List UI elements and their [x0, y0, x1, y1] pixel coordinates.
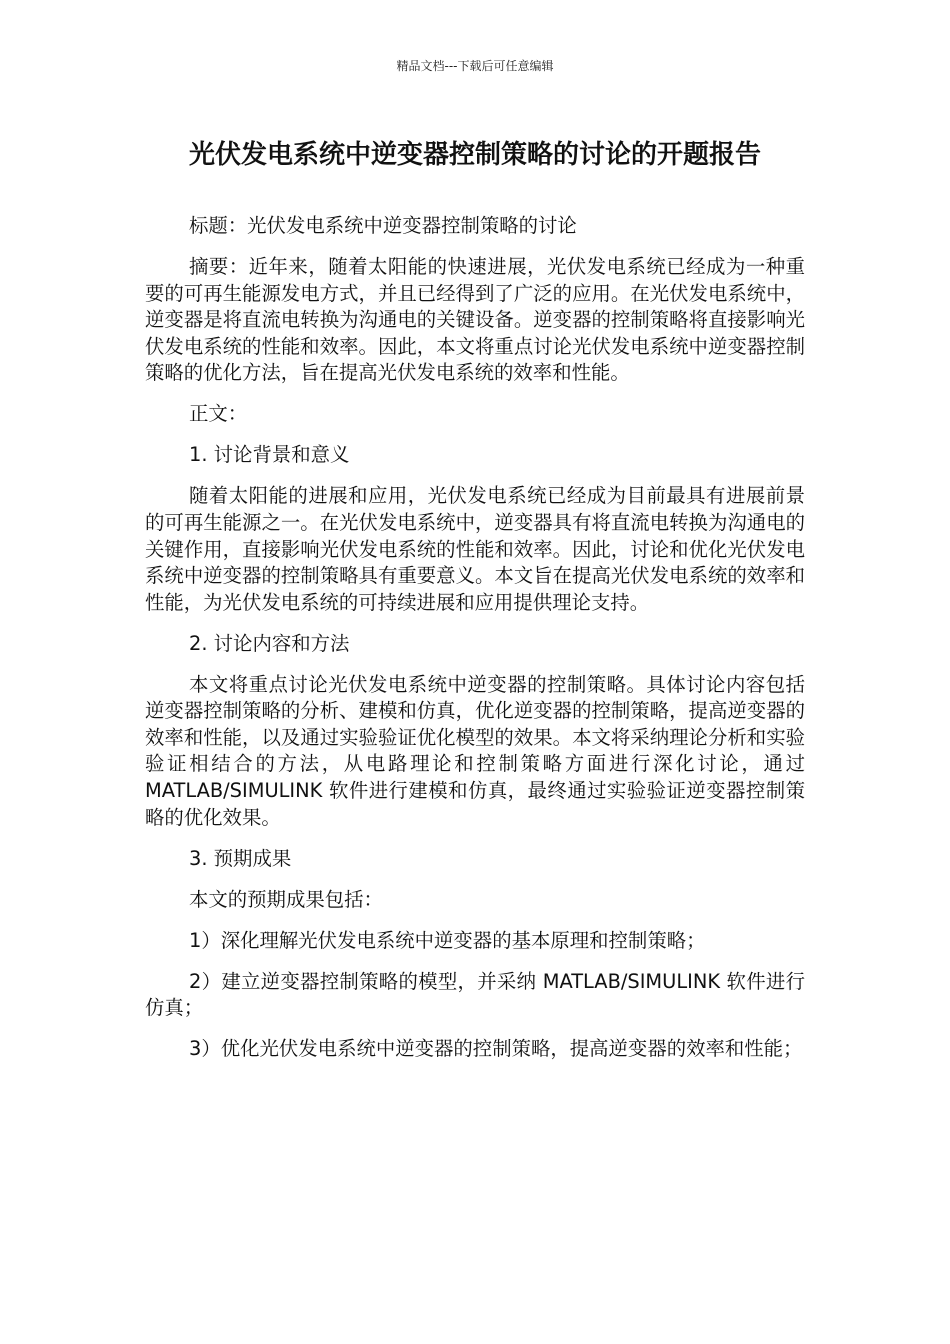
- section-heading-content: 2. 讨论内容和方法: [189, 631, 350, 655]
- list-item-outcome-1: 1）深化理解光伏发电系统中逆变器的基本原理和控制策略；: [189, 928, 706, 952]
- paragraph-content: 本文将重点讨论光伏发电系统中逆变器的控制策略。具体讨论内容包括逆变器控制策略的分析、建模和仿真，优化逆变器的控制策略，提高逆变器的效率和性能，以及通过实验验证优化模型的效果。本文将采纳理论分析和实验验证相结合的方法，从电路理论和控制策略方面进行深化讨论，通过 MATLAB/SIMULINK 软件进行建模和仿真，最终通过实验验证逆变器控制策略的优化效果。: [145, 672, 805, 829]
- page-header: 精品文档---下载后可任意编辑: [396, 59, 554, 73]
- paragraph-outcomes-intro: 本文的预期成果包括：: [189, 887, 383, 911]
- paragraph-subject: 标题：光伏发电系统中逆变器控制策略的讨论: [189, 214, 577, 237]
- paragraph-background: 随着太阳能的进展和应用，光伏发电系统已经成为目前最具有进展前景的可再生能源之一。在光伏发电系统中，逆变器具有将直流电转换为沟通电的关键作用，直接影响光伏发电系统的性能和效率。因此，讨论和优化光伏发电系统中逆变器的控制策略具有重要意义。本文旨在提高光伏发电系统的效率和性能，为光伏发电系统的可持续进展和应用提供理论支持。: [145, 484, 805, 614]
- list-item-outcome-3: 3）优化光伏发电系统中逆变器的控制策略，提高逆变器的效率和性能；: [189, 1037, 803, 1061]
- list-item-outcome-2: 2）建立逆变器控制策略的模型，并采纳 MATLAB/SIMULINK 软件进行仿真；: [145, 969, 805, 1020]
- section-heading-background: 1. 讨论背景和意义: [189, 443, 350, 467]
- paragraph-abstract: 摘要：近年来，随着太阳能的快速进展，光伏发电系统已经成为一种重要的可再生能源发电方式，并且已经得到了广泛的应用。在光伏发电系统中，逆变器是将直流电转换为沟通电的关键设备。逆变器的控制策略将直接影响光伏发电系统的性能和效率。因此，本文将重点讨论光伏发电系统中逆变器控制策略的优化方法，旨在提高光伏发电系统的效率和性能。: [145, 254, 805, 385]
- paragraph-body-label: 正文：: [189, 402, 248, 426]
- document-title: 光伏发电系统中逆变器控制策略的讨论的开题报告: [188, 140, 761, 170]
- document-body: [145, 213, 805, 1077]
- section-heading-outcomes: 3. 预期成果: [189, 846, 292, 870]
